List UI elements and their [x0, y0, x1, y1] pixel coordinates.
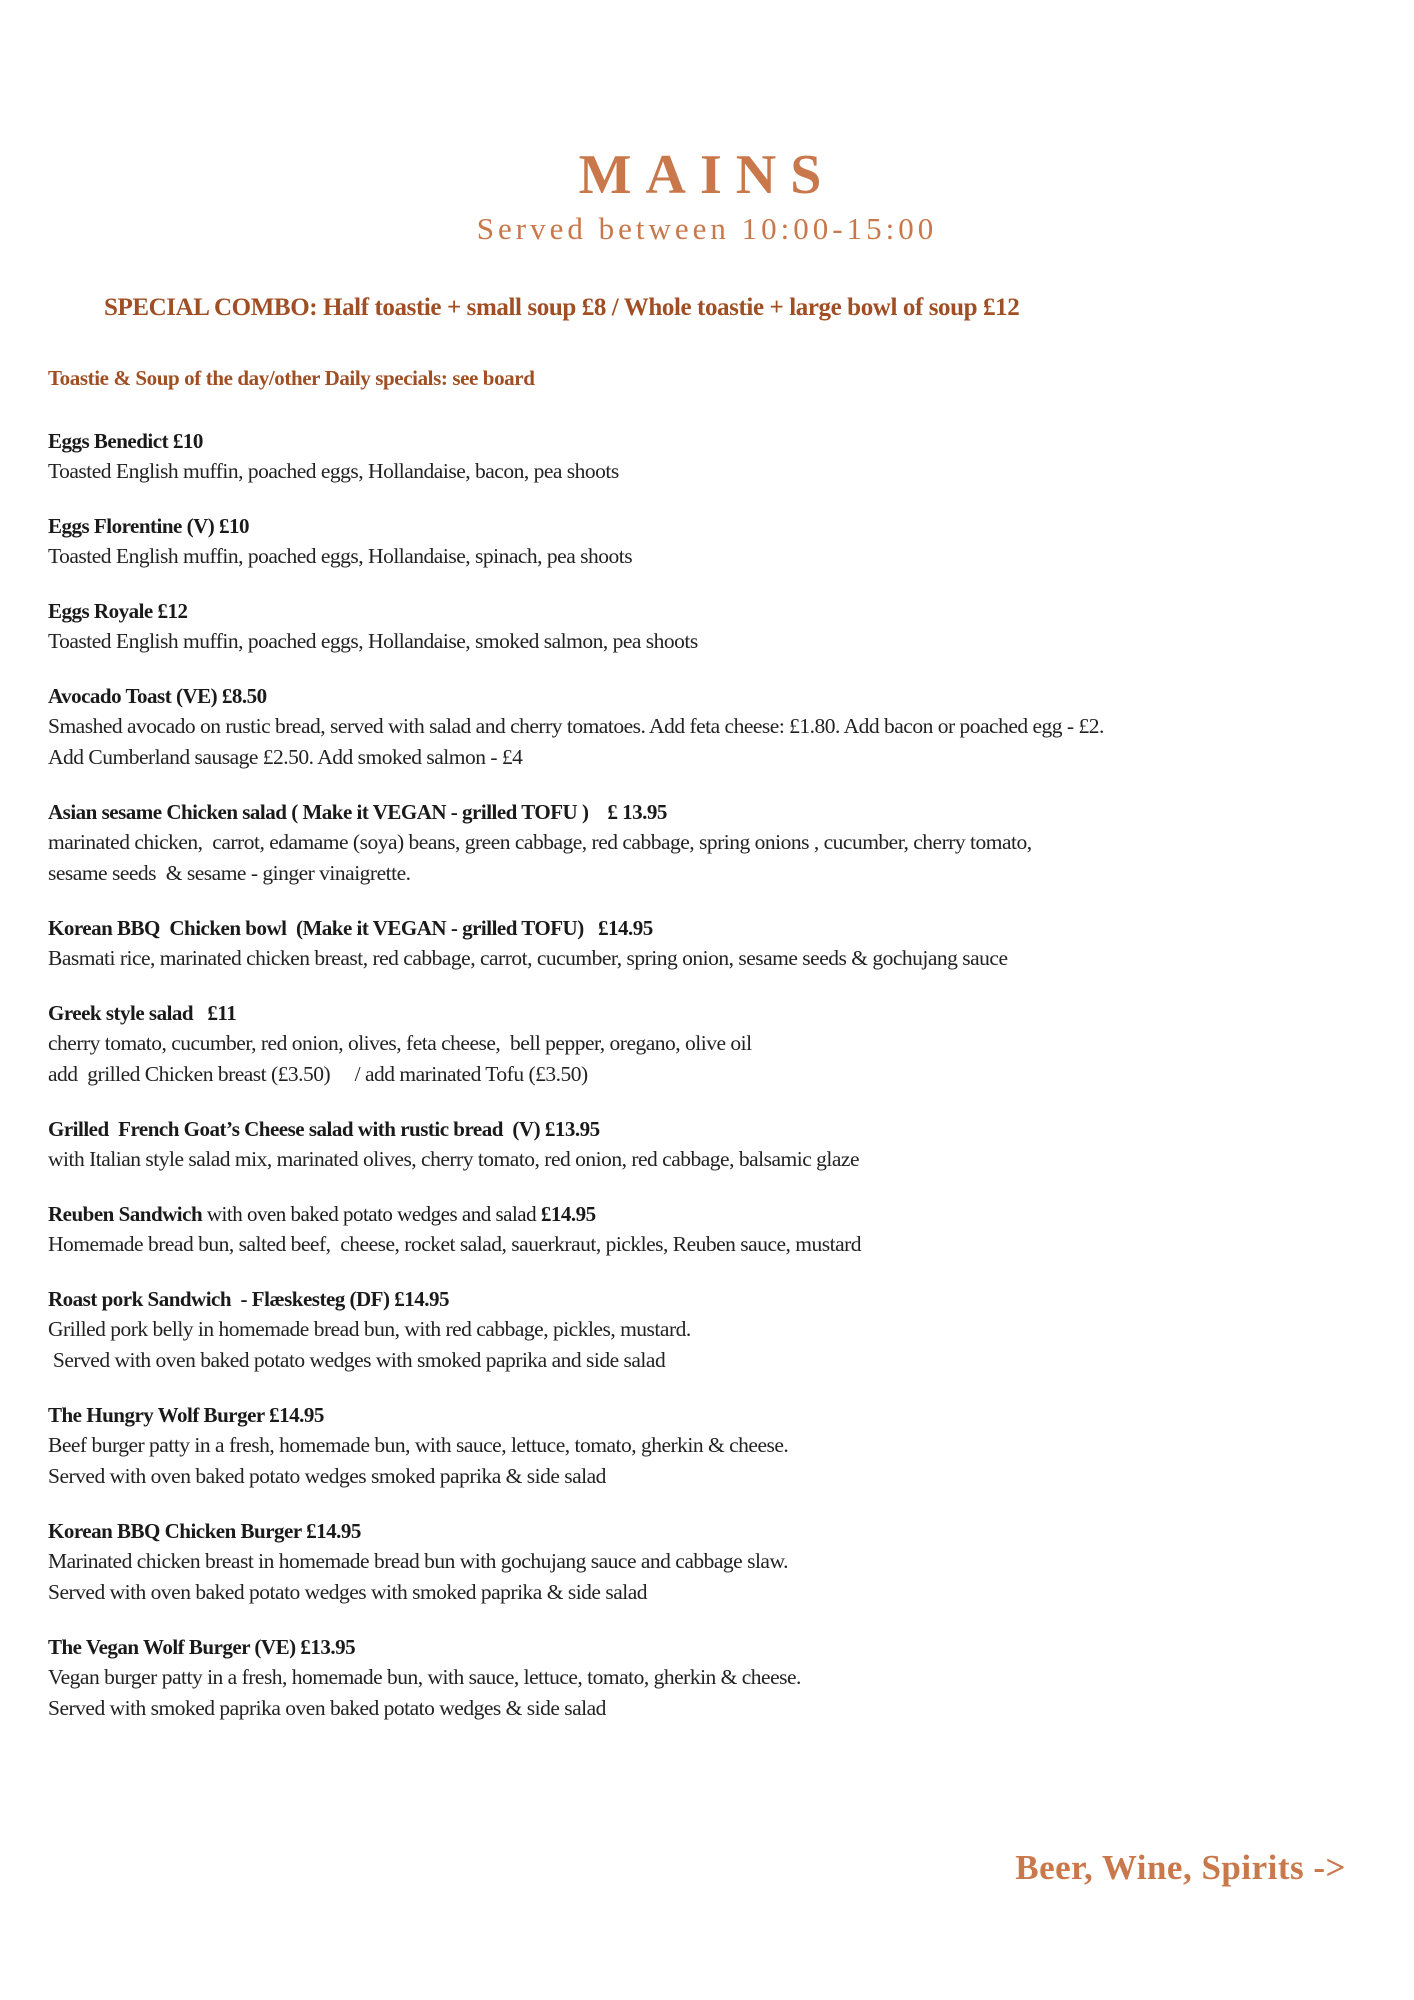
- menu-item-title: Eggs Florentine (V) £10: [48, 514, 250, 538]
- next-page-link-drinks[interactable]: Beer, Wine, Spirits ->: [1015, 1848, 1346, 1887]
- menu-item-description: Toasted English muffin, poached eggs, Hollandaise, bacon, pea shoots: [48, 459, 619, 483]
- menu-item-description: Homemade bread bun, salted beef, cheese, rocket salad, sauerkraut, pickles, Reuben sauce, mustard: [48, 1232, 862, 1256]
- menu-item-name: [48, 1400, 1378, 1430]
- menu-item-title: Roast pork Sandwich - Flæskesteg (DF) £14.95: [48, 1287, 450, 1311]
- menu-item-name: [48, 596, 1378, 626]
- menu-item-name: [48, 511, 1378, 541]
- menu-item: [48, 913, 1378, 974]
- menu-item-name: [48, 1632, 1378, 1662]
- menu-item-description: Smashed avocado on rustic bread, served with salad and cherry tomatoes. Add feta cheese: £1.80. Add bacon or poached egg - £2.: [48, 714, 1104, 738]
- menu-item-description: Served with smoked paprika oven baked potato wedges & side salad: [48, 1696, 606, 1720]
- menu-item: [48, 998, 1378, 1090]
- menu-item: [48, 1199, 1378, 1260]
- menu-item-description: sesame seeds & sesame - ginger vinaigrette.: [48, 861, 411, 885]
- menu-item-title: Korean BBQ Chicken bowl (Make it VEGAN - grilled TOFU) £14.95: [48, 916, 653, 940]
- menu-item-name: [48, 1199, 1378, 1229]
- menu-item-description: marinated chicken, carrot, edamame (soya) beans, green cabbage, red cabbage, spring onions , cucumber, cherry tomato,: [48, 830, 1032, 854]
- menu-item-description: Vegan burger patty in a fresh, homemade bun, with sauce, lettuce, tomato, gherkin & cheese.: [48, 1665, 801, 1689]
- menu-item-description: with Italian style salad mix, marinated olives, cherry tomato, red onion, red cabbage, balsamic glaze: [48, 1147, 859, 1171]
- menu-item-name: [48, 681, 1378, 711]
- menu-item: [48, 1516, 1378, 1608]
- menu-items-list: [48, 426, 1378, 1748]
- menu-item-name: [48, 998, 1378, 1028]
- menu-item-name: [48, 426, 1378, 456]
- menu-item-price: £14.95: [540, 1202, 596, 1226]
- menu-item: [48, 1400, 1378, 1492]
- menu-item: [48, 681, 1378, 773]
- menu-item-description: add grilled Chicken breast (£3.50) / add marinated Tofu (£3.50): [48, 1062, 588, 1086]
- menu-item: [48, 1632, 1378, 1724]
- menu-item: [48, 1114, 1378, 1175]
- menu-item-description: Served with oven baked potato wedges with smoked paprika & side salad: [48, 1580, 648, 1604]
- menu-item: [48, 511, 1378, 572]
- menu-item-description: Toasted English muffin, poached eggs, Hollandaise, spinach, pea shoots: [48, 544, 633, 568]
- menu-item-title: The Vegan Wolf Burger (VE) £13.95: [48, 1635, 356, 1659]
- menu-item-title: Eggs Royale £12: [48, 599, 188, 623]
- menu-item-title: Reuben Sandwich: [48, 1202, 203, 1226]
- menu-item: [48, 596, 1378, 657]
- menu-item-name: [48, 797, 1378, 827]
- serving-hours: Served between 10:00-15:00: [476, 211, 938, 246]
- menu-item: [48, 797, 1378, 889]
- menu-item-description: Basmati rice, marinated chicken breast, red cabbage, carrot, cucumber, spring onion, sesame seeds & gochujang sauce: [48, 946, 1008, 970]
- menu-item: [48, 1284, 1378, 1376]
- menu-item-title: Greek style salad £11: [48, 1001, 237, 1025]
- menu-item-description: Served with oven baked potato wedges smoked paprika & side salad: [48, 1464, 606, 1488]
- menu-item-description: cherry tomato, cucumber, red onion, olives, feta cheese, bell pepper, oregano, olive oil: [48, 1031, 752, 1055]
- menu-item-description: Add Cumberland sausage £2.50. Add smoked salmon - £4: [48, 745, 523, 769]
- menu-item-description: Beef burger patty in a fresh, homemade bun, with sauce, lettuce, tomato, gherkin & cheese.: [48, 1433, 789, 1457]
- menu-item-description: Marinated chicken breast in homemade bread bun with gochujang sauce and cabbage slaw.: [48, 1549, 788, 1573]
- menu-item-description: Served with oven baked potato wedges with smoked paprika and side salad: [48, 1348, 666, 1372]
- special-combo-banner: SPECIAL COMBO: Half toastie + small soup £8 / Whole toastie + large bowl of soup £12: [104, 294, 1020, 321]
- menu-item-name-extra: with oven baked potato wedges and salad: [202, 1202, 541, 1226]
- menu-item-title: Avocado Toast (VE) £8.50: [48, 684, 267, 708]
- menu-title: MAINS: [578, 144, 836, 206]
- menu-item-title: Korean BBQ Chicken Burger £14.95: [48, 1519, 361, 1543]
- menu-item-name: [48, 913, 1378, 943]
- menu-item-description: Toasted English muffin, poached eggs, Hollandaise, smoked salmon, pea shoots: [48, 629, 698, 653]
- menu-item: [48, 426, 1378, 487]
- menu-item-title: Grilled French Goat’s Cheese salad with rustic bread (V) £13.95: [48, 1117, 600, 1141]
- menu-item-title: The Hungry Wolf Burger £14.95: [48, 1403, 324, 1427]
- menu-item-name: [48, 1516, 1378, 1546]
- menu-item-name: [48, 1284, 1378, 1314]
- menu-item-name: [48, 1114, 1378, 1144]
- daily-specials-note: Toastie & Soup of the day/other Daily specials: see board: [48, 366, 535, 390]
- menu-item-title: Asian sesame Chicken salad ( Make it VEGAN - grilled TOFU ) £ 13.95: [48, 800, 667, 824]
- menu-item-description: Grilled pork belly in homemade bread bun, with red cabbage, pickles, mustard.: [48, 1317, 691, 1341]
- menu-item-title: Eggs Benedict £10: [48, 429, 203, 453]
